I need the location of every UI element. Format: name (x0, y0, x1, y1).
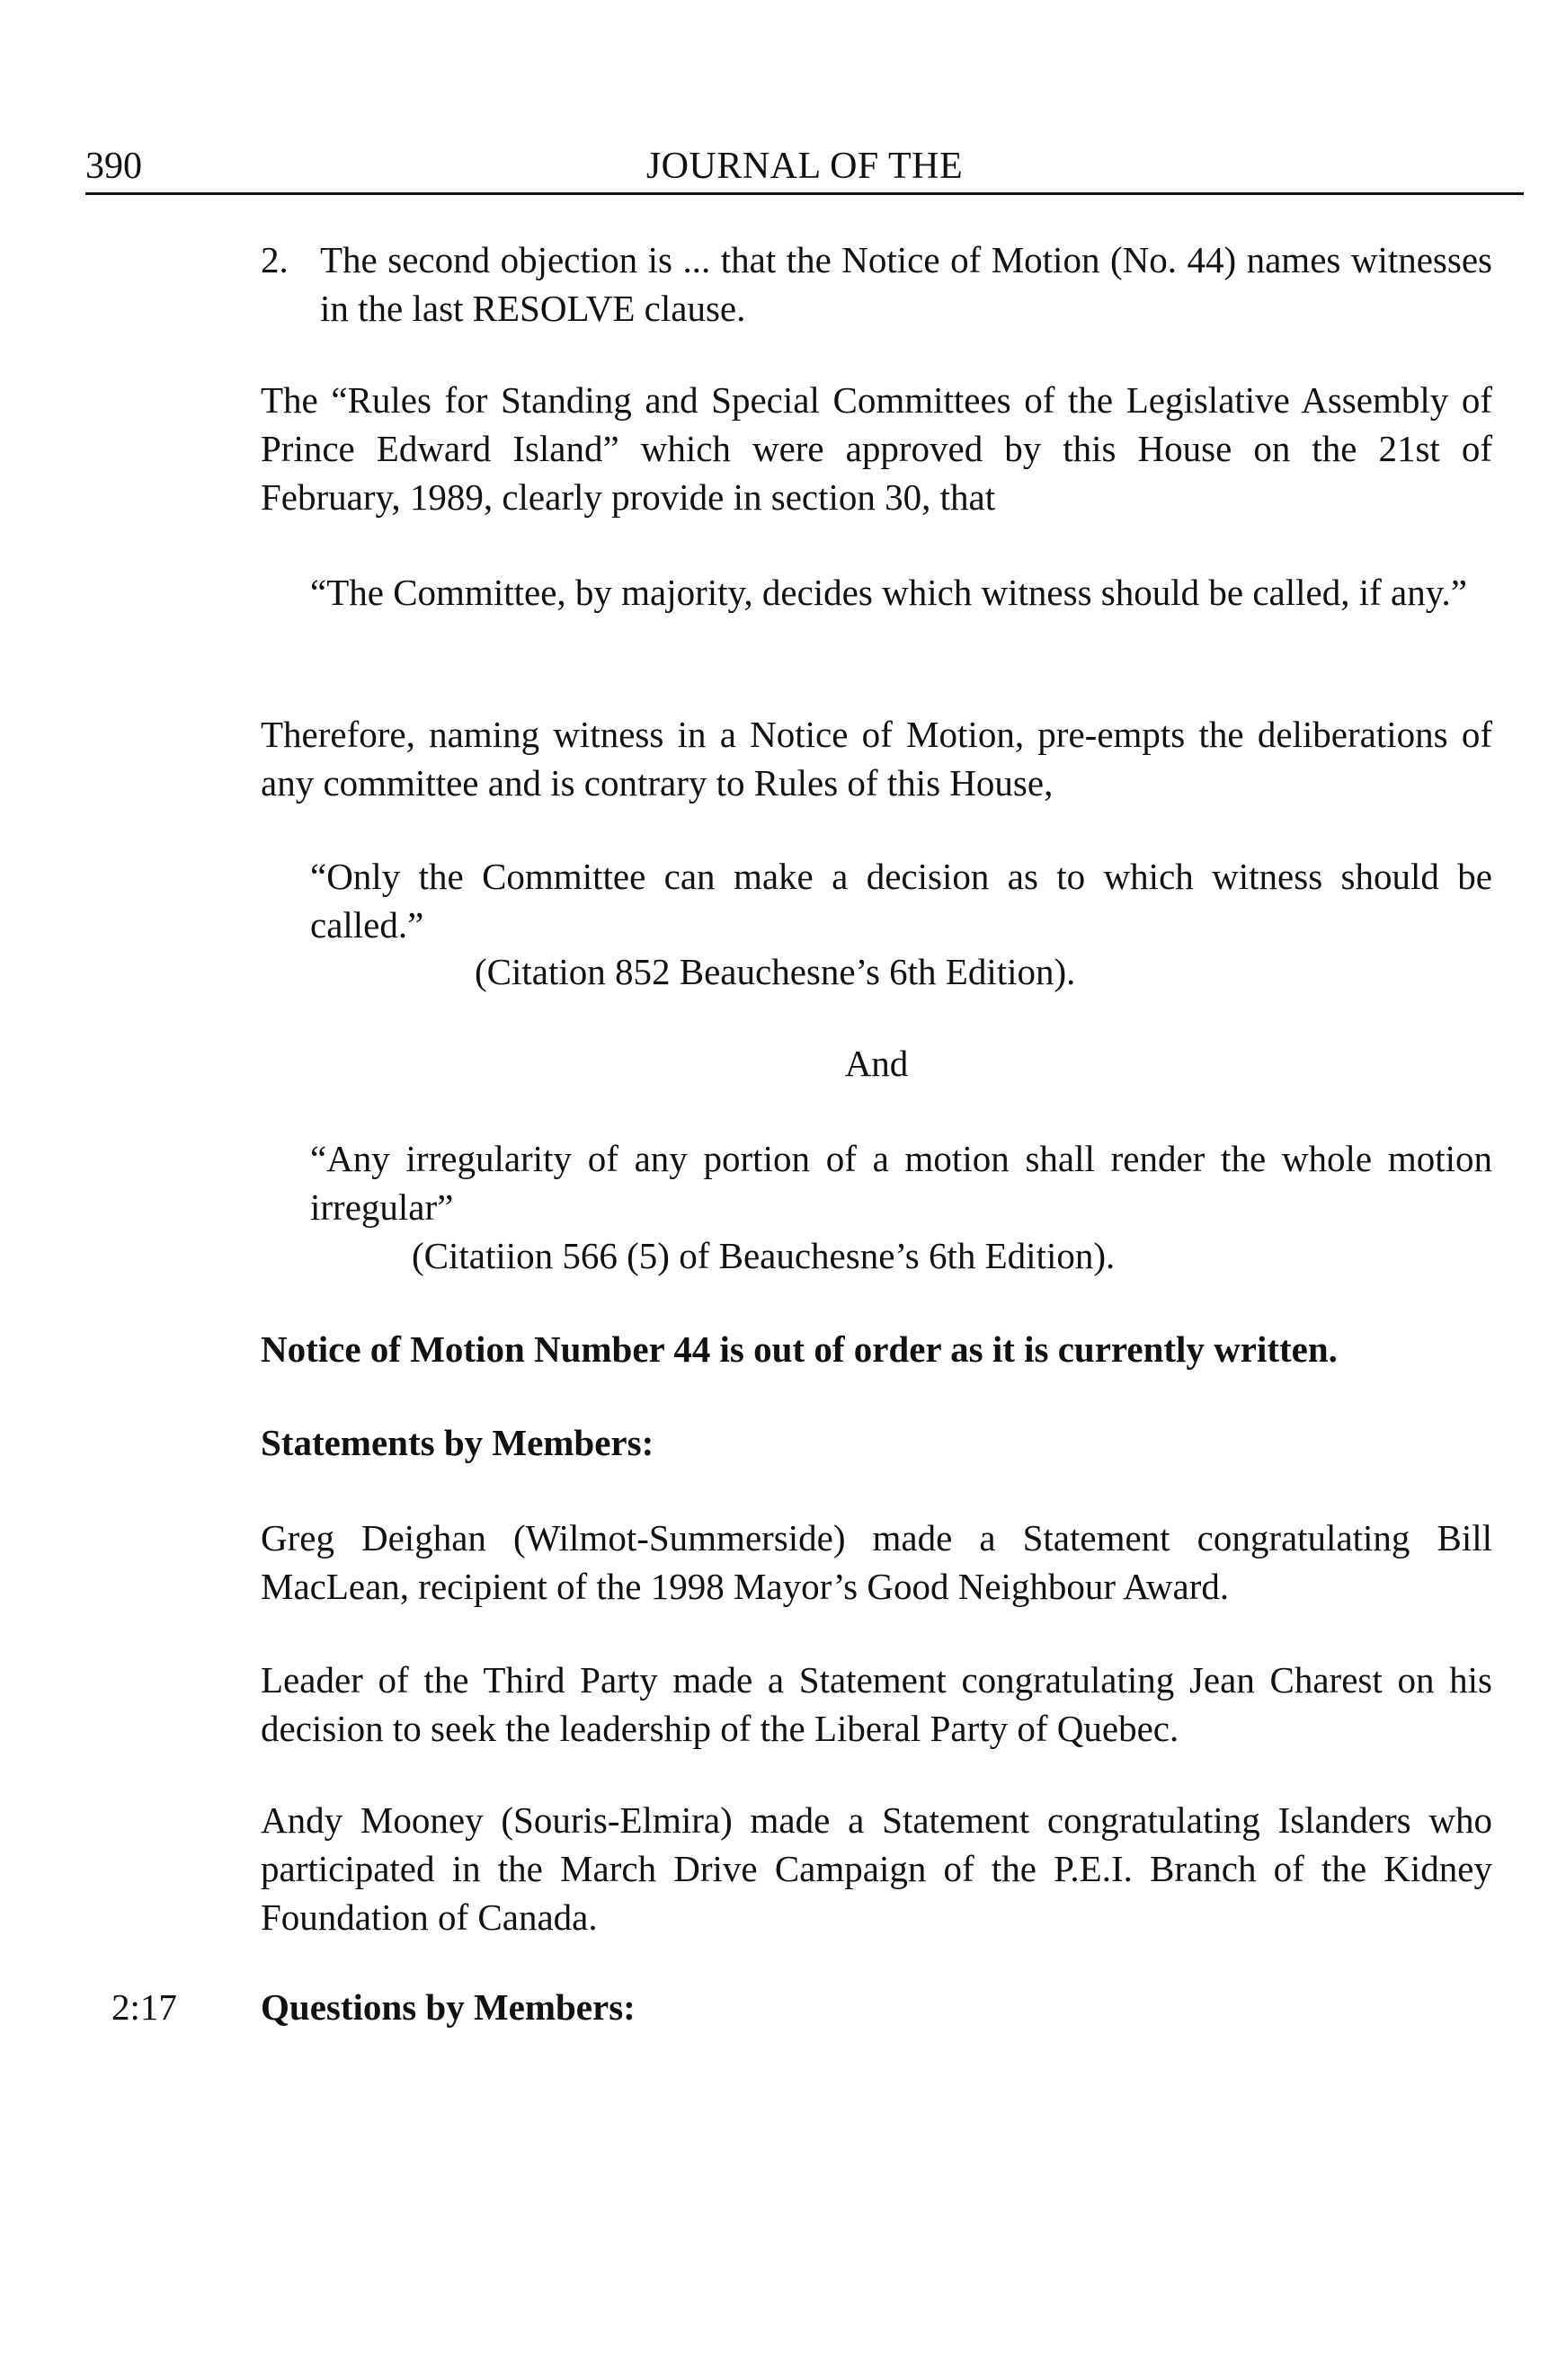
statement-mooney: Andy Mooney (Souris-Elmira) made a Statement congratulating Islanders who participated in the March Drive Campaign of the P.E.I. Branch of the Kidney Foundation of Canada. (261, 1799, 1492, 1938)
header-rule (85, 192, 1524, 195)
statement-deighan: Greg Deighan (Wilmot-Summerside) made a Statement congratulating Bill MacLean, recipient of the 1998 Mayor’s Good Neighbour Award. (261, 1517, 1492, 1607)
objection-number: 2. (261, 239, 289, 280)
quote-committee-majority: “The Committee, by majority, decides which witness should be called, if any.” (310, 572, 1467, 613)
quote-irregularity: “Any irregularity of any portion of a motion shall render the whole motion irregular” (310, 1138, 1492, 1228)
rules-paragraph: The “Rules for Standing and Special Committees of the Legislative Assembly of Prince Edward Island” which were approved by this House on the 21st of February, 1989, clearly provide in section 30, that (261, 379, 1492, 518)
statement-third-party: Leader of the Third Party made a Statement congratulating Jean Charest on his decision to seek the leadership of the Liberal Party of Quebec. (261, 1659, 1492, 1749)
page-header (85, 135, 1524, 198)
ruling-statement: Notice of Motion Number 44 is out of order as it is currently written. (261, 1328, 1338, 1370)
and-connector: And (844, 1043, 909, 1084)
statements-heading: Statements by Members: (261, 1422, 654, 1463)
citation-852: (Citation 852 Beauchesne’s 6th Edition). (475, 951, 1076, 992)
citation-566: (Citatiion 566 (5) of Beauchesne’s 6th Edition). (412, 1235, 1116, 1276)
objection-item (261, 235, 1492, 333)
page-number: 390 (85, 146, 142, 187)
quote-only-committee: “Only the Committee can make a decision as to which witness should be called.” (310, 856, 1492, 946)
running-head: JOURNAL OF THE (645, 146, 964, 187)
objection-text: The second objection is ... that the Notice of Motion (No. 44) names witnesses in the last RESOLVE clause. (320, 239, 1492, 329)
therefore-paragraph: Therefore, naming witness in a Notice of Motion, pre-empts the deliberations of any committee and is contrary to Rules of this House, (261, 714, 1492, 804)
questions-heading: Questions by Members: (261, 1986, 636, 2028)
questions-time-marker: 2:17 (111, 1986, 177, 2028)
